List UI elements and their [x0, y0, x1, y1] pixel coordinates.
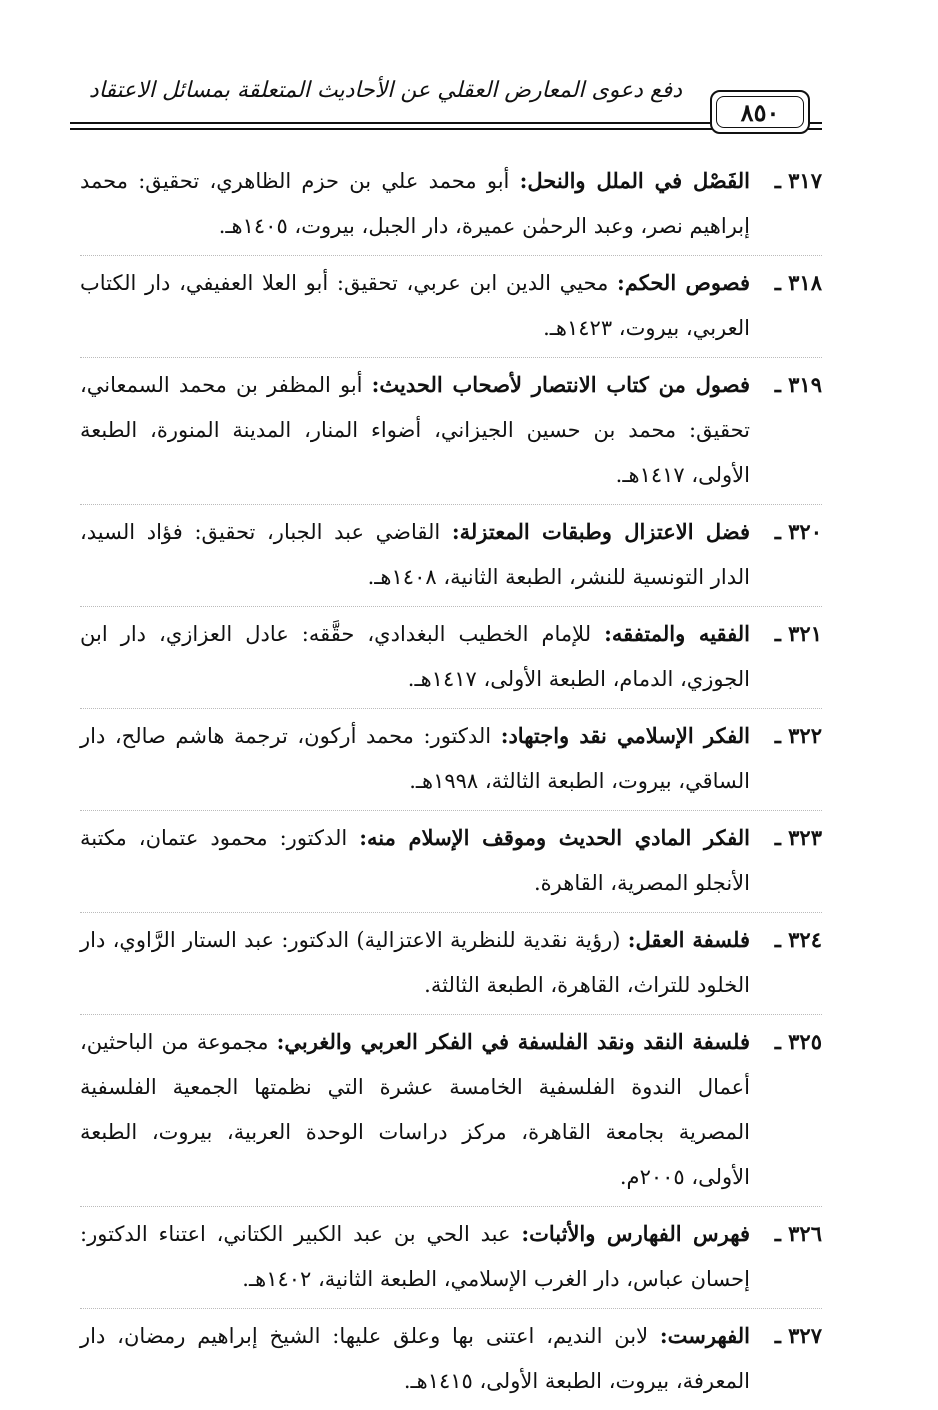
entry-details: محيي الدين ابن عربي، تحقيق: أبو العلا العفيفي، دار الكتاب العربي، بيروت، ١٤٢٣هـ.	[80, 271, 750, 340]
entry-details: للإمام الخطيب البغدادي، حقَّقه: عادل العزازي، دار ابن الجوزي، الدمام، الطبعة الأولى، ١٤١٧هـ.	[80, 622, 750, 691]
entry-number: ٣١٨ ـ	[774, 270, 822, 295]
entry-details: (رؤية نقدية للنظرية الاعتزالية) الدكتور: عبد الستار الرَّاوي، دار الخلود للتراث، القاهرة، الطبعة الثالثة.	[80, 928, 750, 997]
entry-separator	[80, 1014, 822, 1015]
entry-number: ٣٢٧ ـ	[774, 1323, 822, 1348]
bibliography-entry	[80, 815, 822, 906]
bibliography-entry	[80, 362, 822, 498]
entry-number: ٣٢٠ ـ	[774, 519, 822, 544]
page-header	[70, 68, 822, 138]
entry-number: ٣٢٤ ـ	[774, 927, 822, 952]
entry-separator	[80, 504, 822, 505]
bibliography-entry	[80, 1313, 822, 1404]
entry-title: الفكر الإسلامي نقد واجتهاد:	[500, 723, 750, 748]
entry-details: لابن النديم، اعتنى بها وعلق عليها: الشيخ إبراهيم رمضان، دار المعرفة، بيروت، الطبعة الأولى، ١٤١٥هـ.	[80, 1324, 750, 1393]
entry-title: فضل الاعتزال وطبقات المعتزلة:	[451, 519, 750, 544]
entry-number: ٣٢٦ ـ	[774, 1221, 822, 1246]
entry-details: القاضي عبد الجبار، تحقيق: فؤاد السيد، الدار التونسية للنشر، الطبعة الثانية، ١٤٠٨هـ.	[80, 520, 750, 589]
bibliography-entry	[80, 158, 822, 249]
entry-title: فصوص الحكم:	[617, 270, 750, 295]
entry-title: فصول من كتاب الانتصار لأصحاب الحديث:	[371, 372, 751, 397]
entry-title: فهرس الفهارس والأثبات:	[521, 1221, 750, 1246]
page-number-frame	[710, 90, 810, 134]
entry-number: ٣٢٥ ـ	[774, 1029, 822, 1054]
bibliography-entry	[80, 1019, 822, 1200]
entry-title: الفهرست:	[659, 1323, 750, 1348]
entry-number: ٣١٩ ـ	[774, 372, 822, 397]
entry-details: مجموعة من الباحثين، أعمال الندوة الفلسفية الخامسة عشرة التي نظمتها الجمعية الفلسفية المصرية بجامعة القاهرة، مركز دراسات الوحدة العربية، بيروت، الطبعة الأولى، ٢٠٠٥م.	[80, 1030, 750, 1189]
entry-separator	[80, 606, 822, 607]
entry-title: الفقيه والمتفقه:	[604, 621, 751, 646]
running-title: دفع دعوى المعارض العقلي عن الأحاديث المتعلقة بمسائل الاعتقاد	[88, 78, 682, 103]
entry-details: أبو محمد علي بن حزم الظاهري، تحقيق: محمد إبراهيم نصر، وعبد الرحمٰن عميرة، دار الجبل، بيروت، ١٤٠٥هـ.	[80, 169, 750, 238]
entry-title: الفَصْل في الملل والنحل:	[519, 168, 750, 193]
entry-title: فلسفة العقل:	[627, 927, 750, 952]
entry-number: ٣١٧ ـ	[774, 168, 822, 193]
bibliography-entry	[80, 260, 822, 351]
entry-separator	[80, 1206, 822, 1207]
bibliography-entry	[80, 611, 822, 702]
entry-title: الفكر المادي الحديث وموقف الإسلام منه:	[359, 825, 751, 850]
bibliography-entry	[80, 1211, 822, 1302]
entry-number: ٣٢١ ـ	[774, 621, 822, 646]
bibliography-entry	[80, 917, 822, 1008]
bibliography-entry	[80, 713, 822, 804]
entry-details: عبد الحي بن عبد الكبير الكتاني، اعتناء الدكتور: إحسان عباس، دار الغرب الإسلامي، الطبعة الثانية، ١٤٠٢هـ.	[80, 1222, 750, 1291]
entry-separator	[80, 255, 822, 256]
bibliography-list	[80, 158, 822, 1410]
page-number: ٨٥٠	[716, 96, 804, 128]
entry-separator	[80, 708, 822, 709]
entry-separator	[80, 1308, 822, 1309]
header-rule	[70, 128, 822, 130]
entry-separator	[80, 357, 822, 358]
bibliography-entry	[80, 509, 822, 600]
entry-number: ٣٢٢ ـ	[774, 723, 822, 748]
entry-number: ٣٢٣ ـ	[774, 825, 822, 850]
entry-details: أبو المظفر بن محمد السمعاني، تحقيق: محمد بن حسين الجيزاني، أضواء المنار، المدينة المنورة، الطبعة الأولى، ١٤١٧هـ.	[80, 373, 750, 487]
entry-separator	[80, 912, 822, 913]
entry-details: الدكتور: محمد أركون، ترجمة هاشم صالح، دار الساقي، بيروت، الطبعة الثالثة، ١٩٩٨هـ.	[80, 724, 750, 793]
entry-title: فلسفة النقد ونقد الفلسفة في الفكر العربي والغربي:	[276, 1029, 750, 1054]
entry-details: الدكتور: محمود عتمان، مكتبة الأنجلو المصرية، القاهرة.	[80, 826, 750, 895]
entry-separator	[80, 810, 822, 811]
